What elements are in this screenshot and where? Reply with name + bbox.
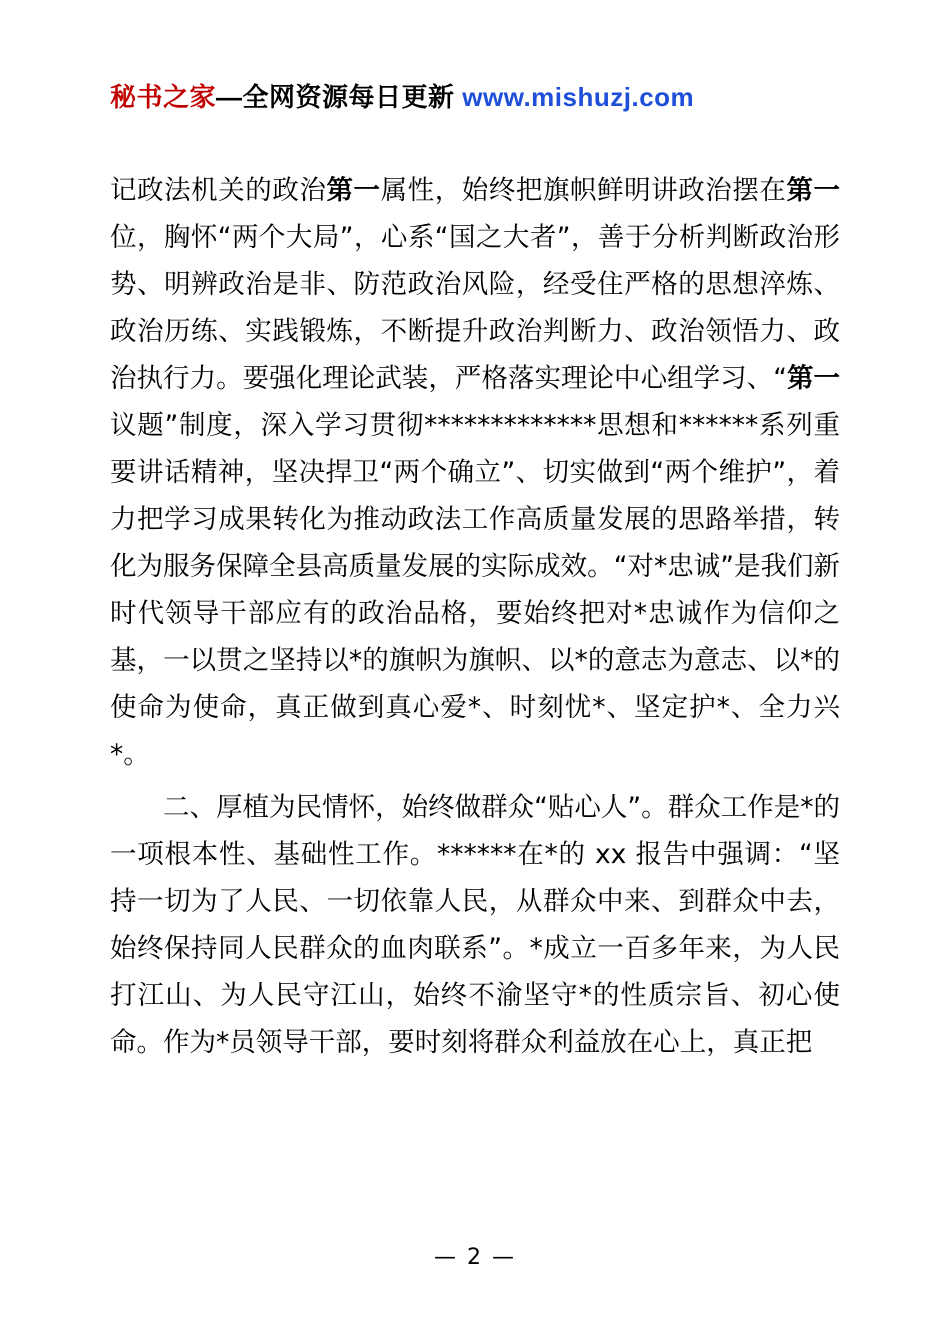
page-number-footer: — 2 — <box>434 1245 516 1270</box>
body-text-run: 二、厚植为民情怀，始终做群众“贴心人”。群众工作是*的一项根本性、基础性工作。******在*的 xx 报告中强调：“坚持一切为了人民、一切依靠人民，从群众中来、到群众中去，始终保持同人民群众的血肉联系”。*成立一百多年来，为人民打江山、为人民守江山，始终不渝坚守*的性质宗旨、初心使命。作为*员领导干部，要时刻将群众利益放在心上，真正把 <box>110 792 840 1059</box>
site-brand-label: 秘书之家 <box>110 82 217 112</box>
document-body <box>110 167 840 1066</box>
site-watermark-header <box>110 0 840 113</box>
emphasis-text: 第一 <box>326 175 381 207</box>
body-text-run: 议题”制度，深入学习贯彻*************思想和******系列重要讲话精神，坚决捍卫“两个确立”、切实做到“两个维护”，着力把学习成果转化为推动政法工作高质量发展的思路举措，转化为服务保障全县高质量发展的实际成效。“对*忠诚”是我们新时代领导干部应有的政治品格，要始终把对*忠诚作为信仰之基，一以贯之坚持以*的旗帜为旗帜、以*的意志为意志、以*的使命为使命，真正做到真心爱*、时刻忧*、坚定护*、全力兴*。 <box>110 410 840 771</box>
site-url-link[interactable]: www.mishuzj.com <box>462 82 695 112</box>
body-text-run: 属性，始终把旗帜鲜明讲政治摆在 <box>380 175 787 207</box>
emphasis-text: 第一 <box>786 175 841 207</box>
site-tagline-label: —全网资源每日更新 <box>216 82 463 112</box>
body-text-run: 记政法机关的政治 <box>110 175 327 207</box>
paragraph <box>110 784 840 1066</box>
body-text-run: 位，胸怀“两个大局”，心系“国之大者”，善于分析判断政治形势、明辨政治是非、防范政治风险，经受住严格的思想淬炼、政治历练、实践锻炼，不断提升政治判断力、政治领悟力、政治执行力。要强化理论武装，严格落实理论中心组学习、“ <box>110 222 840 395</box>
emphasis-text: 第一 <box>786 363 840 395</box>
paragraph <box>110 167 840 778</box>
